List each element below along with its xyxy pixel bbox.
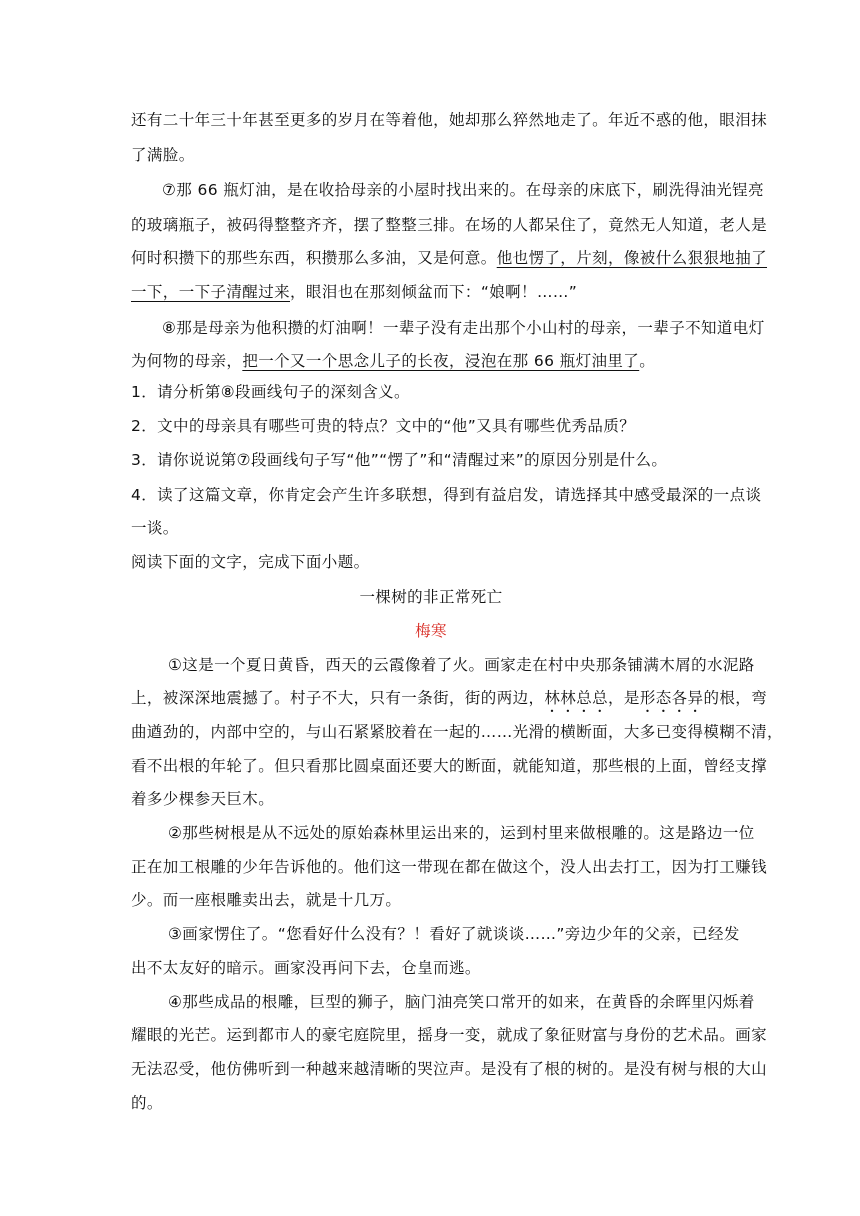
plain-text: 何时积攒下的那些东西，积攒那么多油，又是何意。 (131, 249, 497, 267)
text-line: 了满脸。 (131, 146, 195, 164)
article-p3-line: ③画家愣住了。“您看好什么没有？！看好了就谈谈……”旁边少年的父亲，已经发 (168, 925, 740, 943)
article-p4-line: 无法忍受，他仿佛听到一种越来越清晰的哭泣声。是没有了根的树的。是没有树与根的大山 (131, 1060, 768, 1078)
article-p2-line: 少。而一座根雕卖出去，就是十几万。 (131, 891, 402, 909)
reading-instruction: 阅读下面的文字，完成下面小题。 (131, 553, 370, 571)
article-p1-line: 着多少棵参天巨木。 (131, 790, 275, 808)
plain-text: 为何物的母亲， (131, 352, 243, 370)
plain-text: 的根，弯 (703, 689, 768, 707)
question-4: 4．读了这篇文章，你肯定会产生许多联想，得到有益启发，请选择其中感受最深的一点谈 (131, 486, 762, 504)
question-3: 3．请你说说第⑦段画线句子写“他”“愣了”和“清醒过来”的原因分别是什么。 (131, 451, 668, 469)
paragraph-8-line: ⑧那是母亲为他积攒的灯油啊！一辈子没有走出那个小山村的母亲，一辈子不知道电灯 (162, 319, 765, 337)
article-p1-line: ①这是一个夏日黄昏，西天的云霞像着了火。画家走在村中央那条铺满木屑的水泥路 (168, 656, 755, 674)
article-p2-line: ②那些树根是从不远处的原始森林里运出来的，运到村里来做根雕的。这是路边一位 (168, 824, 755, 842)
article-p3-line: 出不太友好的暗示。画家没再问下去，仓皇而逃。 (131, 959, 481, 977)
underlined-sentence: 他也愣了，片刻，像被什么狠狠地抽了 (496, 249, 768, 267)
article-p1-line (131, 688, 768, 716)
article-p1-line: 看不出根的年轮了。但只看那比圆桌面还要大的断面，就能知道，那些根的上面，曾经支撑 (131, 757, 768, 775)
paragraph-7-line: ⑦那 66 瓶灯油，是在收拾母亲的小屋时找出来的。在母亲的床底下，刷洗得油光锃亮 (162, 181, 764, 199)
paragraph-7-line (131, 282, 731, 302)
article-p1-line: 曲遒劲的，内部中空的，与山石紧紧胶着在一起的……光滑的横断面，大多已变得模糊不清， (131, 723, 783, 741)
paragraph-7-line: 的玻璃瓶子，被码得整整齐齐，摆了整整三排。在场的人都呆住了，竟然无人知道，老人是 (131, 216, 768, 234)
plain-text: ，眼泪也在那刻倾盆而下：“娘啊！……” (290, 283, 578, 301)
plain-text: ，是 (608, 689, 640, 707)
plain-text: 上，被深深地震撼了。村子不大，只有一条街，街的两边， (131, 689, 545, 707)
article-title: 一棵树的非正常死亡 (359, 588, 503, 606)
plain-text: 。 (639, 352, 656, 370)
article-p4-line: ④那些成品的根雕，巨型的狮子，脑门油亮笑口常开的如来，在黄昏的余晖里闪烁着 (168, 993, 755, 1011)
question-2: 2．文中的母亲具有哪些可贵的特点？文中的“他”又具有哪些优秀品质？ (131, 417, 636, 435)
article-p2-line: 正在加工根雕的少年告诉他的。他们这一带现在都在做这个，没人出去打工，因为打工赚钱 (131, 858, 768, 876)
underlined-sentence: 一下，一下子清醒过来 (131, 283, 291, 301)
article-author: 梅寒 (415, 622, 447, 640)
question-1: 1．请分析第⑧段画线句子的深刻含义。 (131, 383, 410, 401)
text-line: 还有二十年三十年甚至更多的岁月在等着他，她却那么猝然地走了。年近不惑的他，眼泪抹 (131, 111, 768, 129)
emphasized-word: 林林总总 (544, 689, 609, 707)
article-p4-line: 的。 (131, 1094, 163, 1112)
article-p4-line: 耀眼的光芒。运到都市人的豪宅庭院里，摇身一变，就成了象征财富与身份的艺术品。画家 (131, 1026, 768, 1044)
question-4-cont: 一谈。 (131, 519, 179, 537)
underlined-sentence: 把一个又一个思念儿子的长夜，浸泡在那 66 瓶灯油里了 (242, 352, 640, 370)
paragraph-7-line (131, 248, 768, 268)
paragraph-8-line (131, 351, 731, 371)
emphasized-word: 形态各异 (639, 689, 704, 707)
